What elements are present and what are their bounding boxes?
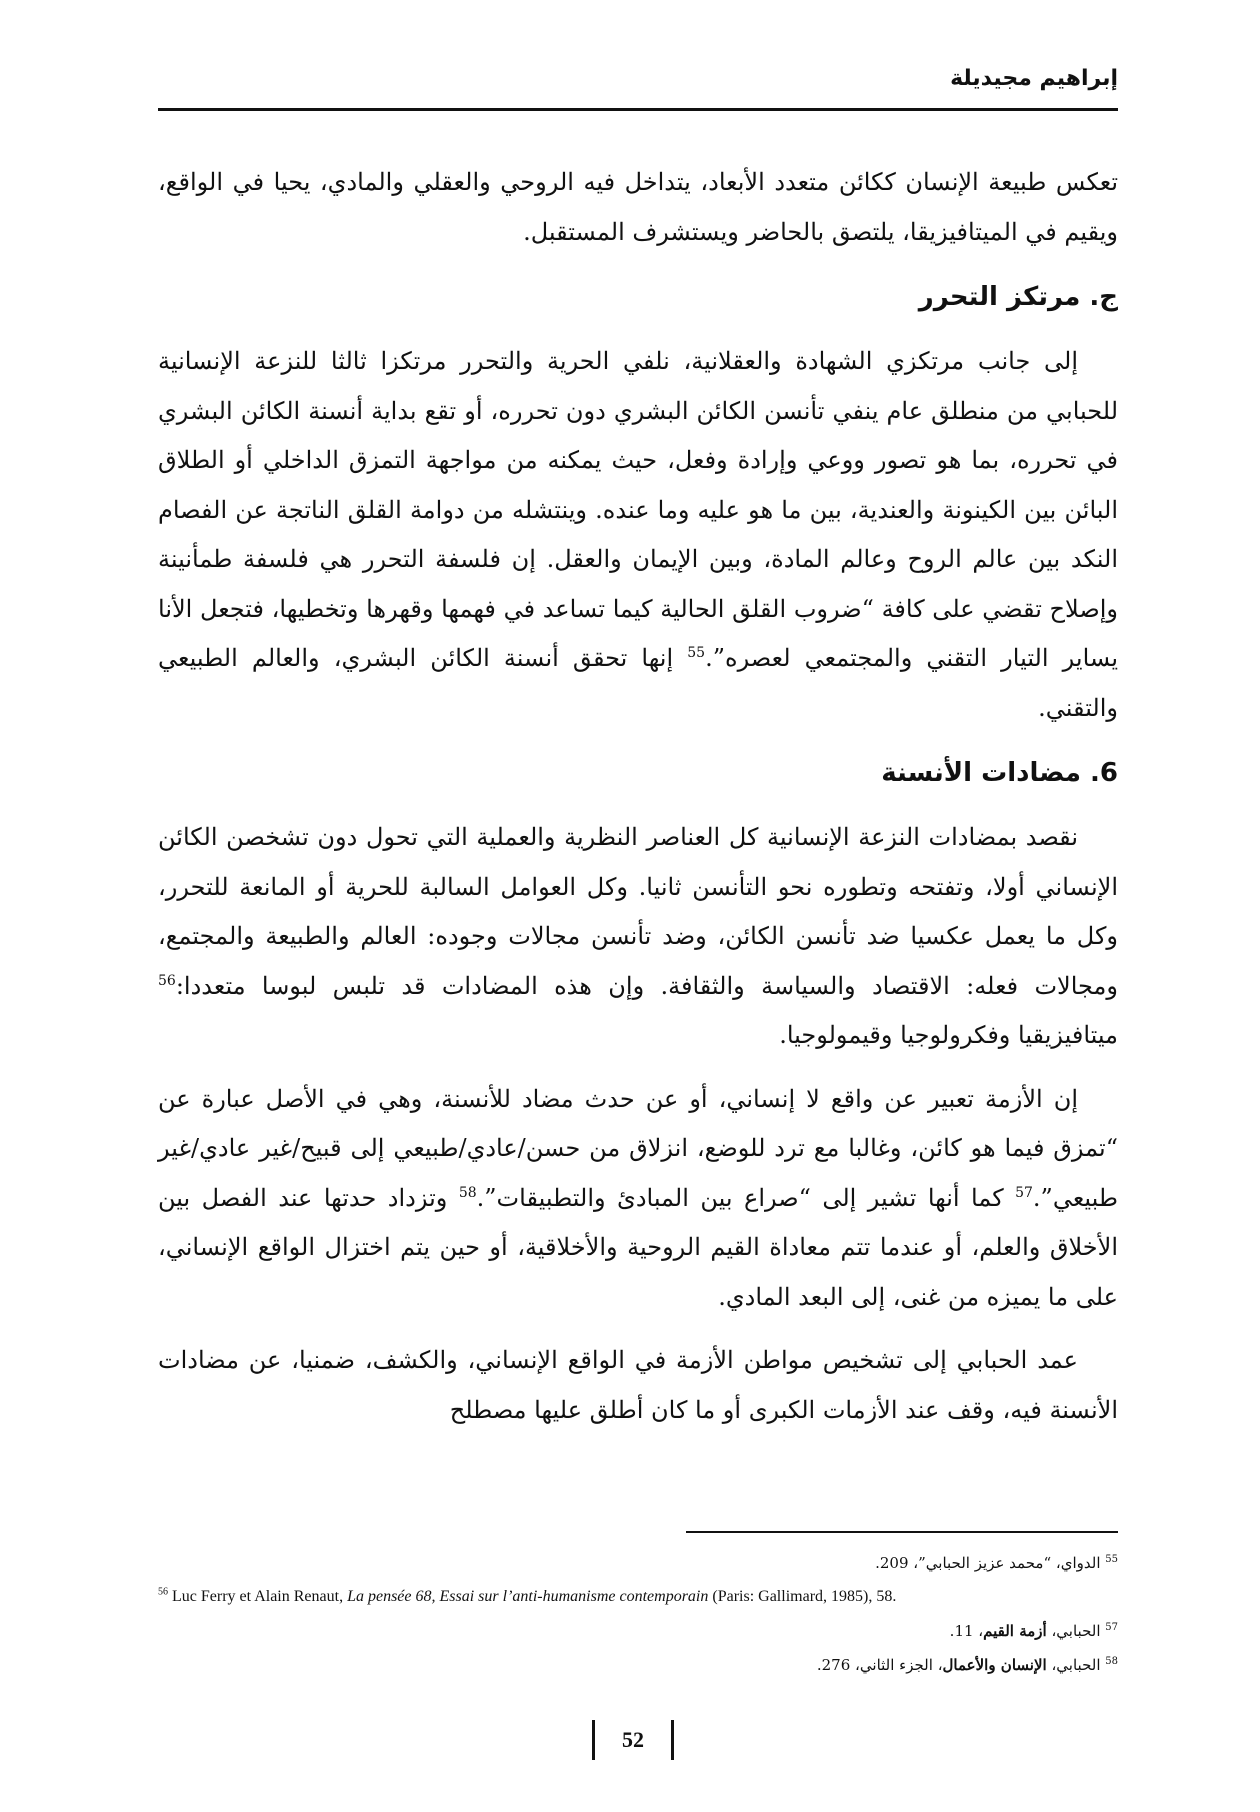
paragraph-2-text-b: إنها تحقق أنسنة الكائن البشري، والعالم الطبيعي والتقني. bbox=[158, 644, 1118, 722]
footnote-57-number: 57 bbox=[1105, 1622, 1118, 1633]
paragraph-4 bbox=[158, 1075, 1118, 1323]
footnote-56 bbox=[158, 1580, 1118, 1614]
section-heading-mudadat: 6. مضادات الأنسنة bbox=[881, 758, 1118, 788]
paragraph-1-text: تعكس طبيعة الإنسان ككائن متعدد الأبعاد، يتداخل فيه الروحي والعقلي والمادي، يحيا في الواقع، ويقيم في الميتافيزيقا، يلتصق بالحاضر ويستشرف المستقبل. bbox=[158, 168, 1118, 246]
footnote-56-number: 56 bbox=[158, 1586, 168, 1598]
paragraph-5 bbox=[158, 1336, 1118, 1435]
paragraph-3 bbox=[158, 813, 1118, 1061]
footnote-ref-57[interactable]: 57 bbox=[1015, 1184, 1033, 1201]
section-heading-tahrur: ج. مرتكز التحرر bbox=[918, 282, 1118, 312]
footnote-ref-56[interactable]: 56 bbox=[158, 972, 176, 989]
paragraph-1 bbox=[158, 158, 1118, 257]
paragraph-4-text-a: إن الأزمة تعبير عن واقع لا إنساني، أو عن حدث مضاد للأنسنة، وهي في الأصل عبارة عن “تمزق فيما هو كائن، وغالبا مع ترد للوضع، انزلاق من حسن/عادي/طبيعي إلى قبيح/غير عادي/غير طبيعي”. bbox=[158, 1084, 1118, 1212]
paragraph-3-text-a: نقصد بمضادات النزعة الإنسانية كل العناصر النظرية والعملية التي تحول دون تشخصن الكائن الإنساني أولا، وتفتحه وتطوره نحو التأنسن ثانيا. وكل العوامل السالبة للحرية أو المانعة للتحرر، وكل ما يعمل عكسيا ضد تأنسن الكائن، وضد تأنسن مجالات وجوده: العالم والطبيعة والمجتمع، ومجالات فعله: الاقتصاد والسياسة والثقافة. وإن هذه المضادات قد تلبس لبوسا متعددا: bbox=[158, 823, 1118, 1000]
footnote-58-author: الحبابي، bbox=[1046, 1656, 1106, 1674]
footnote-57-page: ، 11. bbox=[949, 1622, 984, 1640]
footnote-ref-58[interactable]: 58 bbox=[458, 1184, 477, 1201]
running-header bbox=[158, 60, 1118, 111]
footnote-55-number: 55 bbox=[1105, 1554, 1118, 1565]
paragraph-5-text: عمد الحبابي إلى تشخيص مواطن الأزمة في الواقع الإنساني، والكشف، ضمنيا، عن مضادات الأنسنة فيه، وقف عند الأزمات الكبرى أو ما كان أطلق عليها مصطلح bbox=[158, 1346, 1118, 1424]
footnote-55-text: الدواي، “محمد عزيز الحبابي”، 209. bbox=[875, 1554, 1106, 1572]
footnote-55 bbox=[158, 1546, 1118, 1580]
footnote-58-number: 58 bbox=[1105, 1656, 1118, 1667]
body-text bbox=[158, 158, 1118, 1449]
footnote-58-title: الإنسان والأعمال bbox=[942, 1656, 1047, 1674]
page-number: 52 bbox=[592, 1720, 674, 1760]
footnote-56-title: La pensée 68, Essai sur l’anti-humanisme contemporain bbox=[347, 1588, 709, 1605]
footnotes bbox=[158, 1546, 1118, 1682]
footnote-57-author: الحبابي، bbox=[1046, 1622, 1106, 1640]
footnote-58 bbox=[158, 1648, 1118, 1682]
paragraph-4-text-c: وتزداد حدتها عند الفصل بين الأخلاق والعلم، أو عندما تتم معاداة القيم الروحية والأخلاقية، أو حين يتم اختزال الواقع الإنساني، على ما يميزه من غنى، إلى البعد المادي. bbox=[158, 1183, 1118, 1311]
footnote-separator bbox=[686, 1531, 1118, 1533]
footnote-57-title: أزمة القيم bbox=[983, 1622, 1047, 1640]
footnote-ref-55[interactable]: 55 bbox=[687, 645, 706, 661]
paragraph-2-text-a: إلى جانب مرتكزي الشهادة والعقلانية، نلفي الحرية والتحرر مرتكزا ثالثا للنزعة الإنسانية للحبابي من منطلق عام ينفي تأنسن الكائن البشري دون تحرره، أو تقع بداية أنسنة الكائن البشري في تحرره، بما هو تصور ووعي وإرادة وفعل، حيث يمكنه من مواجهة التمزق الداخلي أو الطلاق البائن بين الكينونة والعندية، بين ما هو عليه وما عنده. وينتشله من دوامة القلق الناتجة عن الفصام النكد بين عالم الروح وعالم المادة، وبين الإيمان والعقل. إن فلسفة التحرر هي فلسفة طمأنينة وإصلاح تقضي على كافة “ضروب القلق الحالية كيما تساعد في فهمها وقهرها وتخطيها، فتجعل الأنا يساير التيار التقني والمجتمعي لعصره”. bbox=[158, 347, 1119, 672]
footnote-57 bbox=[158, 1614, 1118, 1648]
header-author: إبراهيم مجيديلة bbox=[942, 66, 1118, 91]
paragraph-3-text-b: ميتافيزيقيا وفكرولوجيا وقيمولوجيا. bbox=[779, 1021, 1118, 1049]
paragraph-4-text-b: كما أنها تشير إلى “صراع بين المبادئ والتطبيقات”. bbox=[476, 1183, 1016, 1212]
footnote-56-authors: Luc Ferry et Alain Renaut, bbox=[168, 1588, 348, 1605]
paragraph-2 bbox=[158, 337, 1118, 733]
footnote-56-publication: (Paris: Gallimard, 1985), 58. bbox=[708, 1588, 897, 1605]
footnote-58-page: ، الجزء الثاني، 276. bbox=[816, 1656, 943, 1674]
